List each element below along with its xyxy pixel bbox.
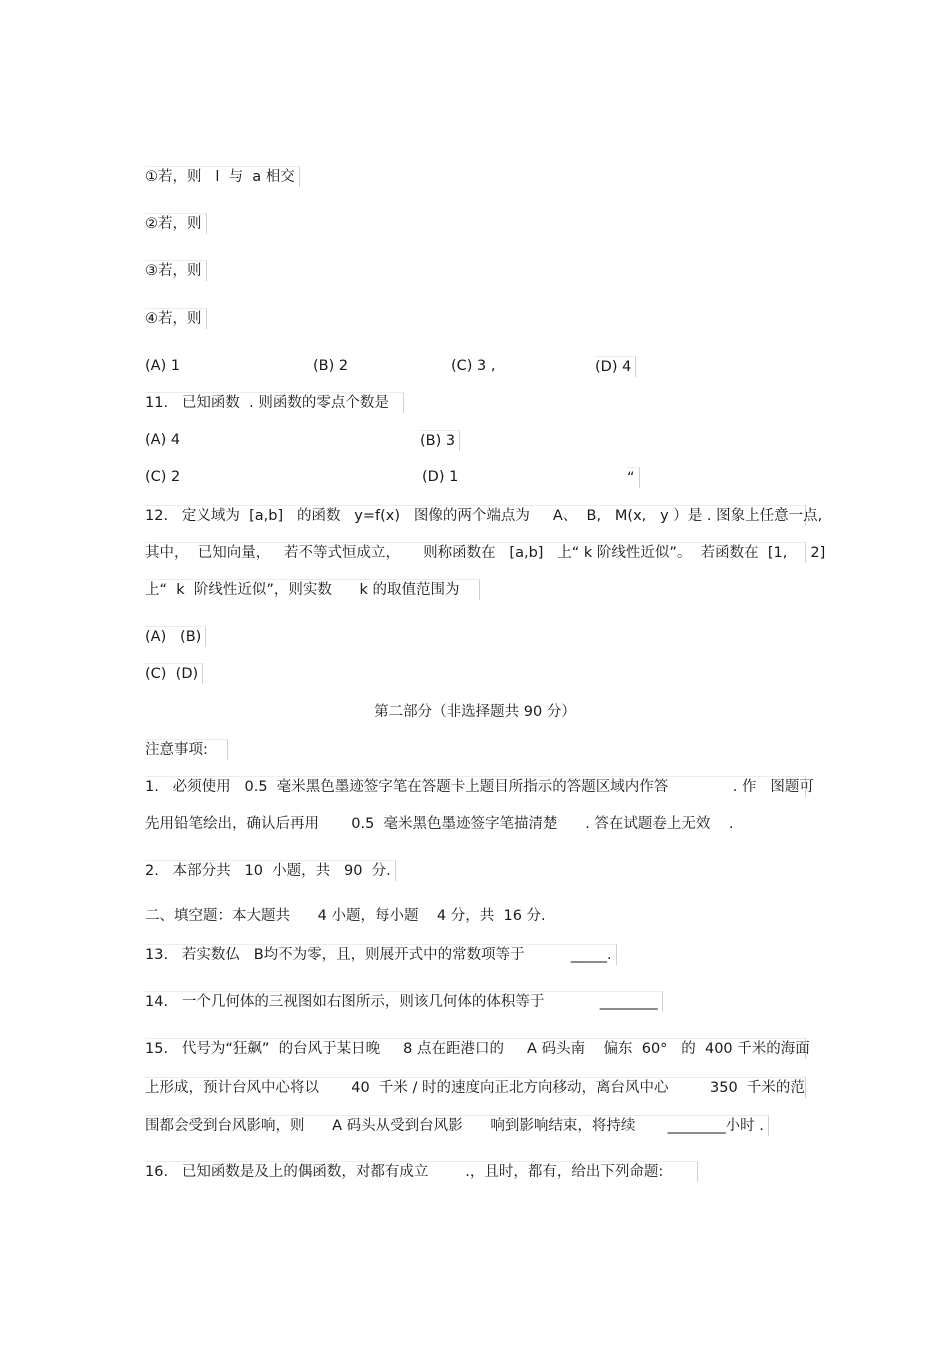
- q12-line-2: 其中， 已知向量， 若不等式恒成立， 则称函数在 [a,b] 上“ k 阶线性近似”。 若函数在 [1, 2]: [145, 542, 806, 563]
- q11-stem: 11. 已知函数 . 则函数的零点个数是: [145, 392, 404, 413]
- q10-option-a: (A) 1: [145, 358, 181, 374]
- notice-1-line-2: 先用铅笔绘出，确认后再用 0.5 毫米黑色墨迹签字笔描清楚 . 答在试题卷上无效 .: [145, 816, 734, 832]
- q14-text: 14. 一个几何体的三视图如右图所示，则该几何体的体积等于 ________: [145, 991, 663, 1012]
- q16-text: 16. 已知函数是及上的偶函数，对都有成立 .，且时，都有，给出下列命题:: [145, 1161, 698, 1182]
- q10-option-c: (C) 3 ,: [451, 358, 496, 374]
- section-fill-in-heading: 二、填空题：本大题共 4 小题，每小题 4 分，共 16 分.: [145, 908, 546, 924]
- q10-statement-4: ④若，则: [145, 308, 207, 329]
- part-two-heading: 第二部分（非选择题共 90 分）: [374, 704, 576, 720]
- q13-text: 13. 若实数仏 B均不为零，且，则展开式中的常数项等于 _____.: [145, 944, 617, 965]
- q10-option-d: (D) 4: [595, 356, 636, 377]
- q12-options-cd: (C) (D): [145, 663, 203, 684]
- q11-quote-mark: “: [627, 467, 640, 488]
- notice-1-line-1: 1. 必须使用 0.5 毫米黑色墨迹签字笔在答题卡上题目所指示的答题区域内作答 . 作 图题可: [145, 776, 806, 797]
- q11-option-a: (A) 4: [145, 432, 181, 448]
- q15-line-3: 围都会受到台风影响，则 A 码头从受到台风影 响到影响结束，将持续 ________小时 .: [145, 1115, 769, 1136]
- q10-statement-1: ①若，则 l 与 a 相交: [145, 166, 300, 187]
- q12-options-ab: (A) (B): [145, 626, 206, 647]
- notice-2: 2. 本部分共 10 小题，共 90 分.: [145, 860, 396, 881]
- q11-option-b: (B) 3: [420, 430, 460, 451]
- q10-option-b: (B) 2: [313, 358, 349, 374]
- q12-line-3: 上“ k 阶线性近似”，则实数 k 的取值范围为: [145, 579, 480, 600]
- q10-statement-3: ③若，则: [145, 260, 207, 281]
- q11-option-c: (C) 2: [145, 469, 181, 485]
- q15-line-2: 上形成，预计台风中心将以 40 千米 / 时的速度向正北方向移动，离台风中心 350 千米的范: [145, 1077, 806, 1098]
- q11-option-d: (D) 1: [422, 469, 459, 485]
- q10-statement-2: ②若，则: [145, 213, 207, 234]
- q12-line-1: 12. 定义域为 [a,b] 的函数 y=f(x) 图像的两个端点为 A、 B, M(x, y ）是 . 图象上任意一点,: [145, 505, 806, 526]
- q15-line-1: 15. 代号为“狂飙” 的台风于某日晚 8 点在距港口的 A 码头南 偏东 60° 的 400 千米的海面: [145, 1038, 806, 1059]
- notice-title: 注意事项:: [145, 739, 228, 760]
